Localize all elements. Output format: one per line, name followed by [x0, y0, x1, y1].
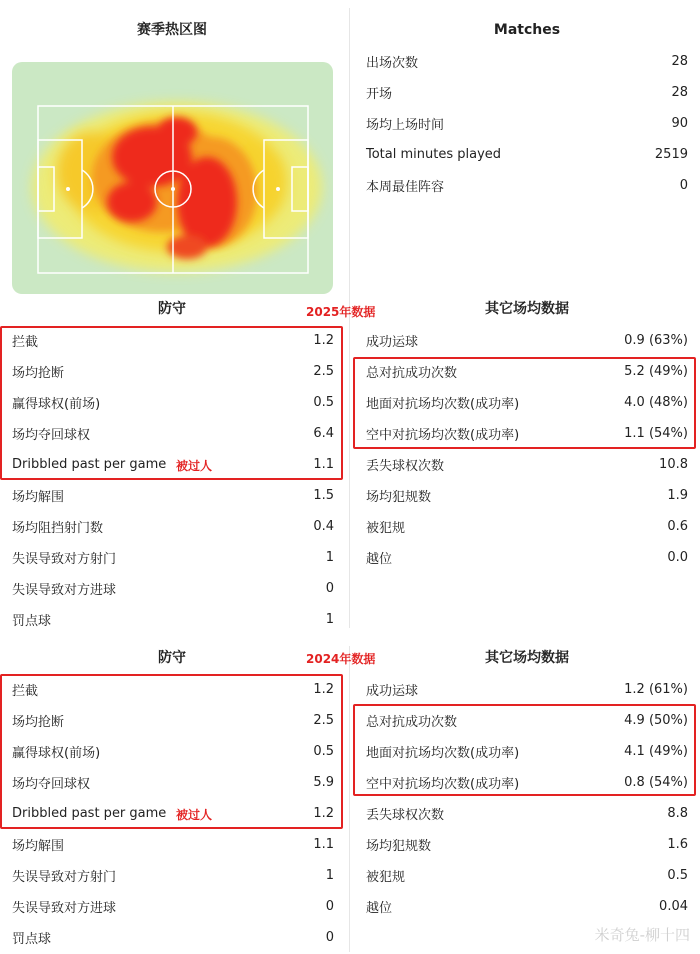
defense-2025-stat-label: 失误导致对方射门 — [12, 552, 117, 567]
other-2025-stat-value: 1.1 (54%) — [624, 426, 688, 441]
matches-stat-label: 本周最佳阵容 — [366, 180, 445, 195]
defense-2025-stat-label: 罚点球 — [12, 614, 52, 629]
defense-2024-stat-label: 场均解围 — [12, 839, 65, 854]
other-2024-stat-value: 4.9 (50%) — [624, 713, 688, 728]
other-2024-stat-row — [366, 674, 688, 705]
defense-2024-stat-row — [12, 891, 334, 922]
matches-stat-row — [366, 108, 688, 139]
season-2024-annotation: 2024年数据 — [306, 652, 376, 666]
other-2024-stat-label: 成功运球 — [366, 684, 419, 699]
matches-stat-value: 2519 — [654, 147, 688, 162]
defense-2025-stat-row — [12, 511, 334, 542]
defense-2025-stat-label: 场均夺回球权 — [12, 428, 91, 443]
matches-title: Matches — [493, 22, 561, 38]
defense-2024-stat-value: 1.1 — [313, 837, 334, 852]
defense-2024-stat-value: 1 — [325, 868, 334, 883]
defense-2025-stat-label: 赢得球权(前场) — [12, 397, 101, 412]
other-2024-stat-label: 总对抗成功次数 — [366, 715, 458, 730]
heatmap-title: 赛季热区图 — [137, 22, 207, 38]
defense-2024-title: 防守 — [158, 650, 186, 666]
other-2025-title: 其它场均数据 — [485, 301, 569, 317]
defense-2025-title: 防守 — [158, 301, 186, 317]
other-2024-stat-value: 4.1 (49%) — [624, 744, 688, 759]
defense-2024-stat-value: 1.2 — [313, 806, 334, 821]
other-2025-stat-row — [366, 325, 688, 356]
other-2024-stat-label: 场均犯规数 — [366, 839, 432, 854]
defense-2024-stat-label: 赢得球权(前场) — [12, 746, 101, 761]
matches-stat-row — [366, 77, 688, 108]
defense-2024-stat-value: 2.5 — [313, 713, 334, 728]
other-2024-stat-label: 丢失球权次数 — [366, 808, 445, 823]
defense-2025-stat-value: 6.4 — [313, 426, 334, 441]
other-2025-stat-value: 10.8 — [659, 457, 688, 472]
highlight-box-other-2024 — [353, 704, 696, 796]
other-2024-stat-row — [366, 798, 688, 829]
other-2025-stat-label: 越位 — [366, 552, 393, 567]
other-2025-stat-label: 地面对抗场均次数(成功率) — [366, 397, 520, 412]
defense-2025-stat-value: 2.5 — [313, 364, 334, 379]
season-2025-annotation: 2025年数据 — [306, 305, 376, 319]
defense-2024-stat-label: 失误导致对方射门 — [12, 870, 117, 885]
highlight-box-other-2025 — [353, 357, 696, 449]
other-2025-stat-label: 成功运球 — [366, 335, 419, 350]
defense-2024-stat-value: 0 — [325, 899, 334, 914]
defense-2025-stat-value: 1 — [325, 550, 334, 565]
other-2025-stat-label: 总对抗成功次数 — [366, 366, 458, 381]
matches-stat-value: 28 — [671, 85, 688, 100]
defense-2025-stat-value: 1.2 — [313, 333, 334, 348]
other-2024-stat-row — [366, 829, 688, 860]
defense-2024-stat-label: 拦截 — [12, 684, 39, 699]
other-2024-stat-value: 0.5 — [667, 868, 688, 883]
defense-2025-stat-row — [12, 542, 334, 573]
other-2025-stat-value: 0.0 — [667, 550, 688, 565]
defense-2025-stat-label: 场均解围 — [12, 490, 65, 505]
defense-2024-stat-row — [12, 860, 334, 891]
other-2025-stat-row — [366, 480, 688, 511]
other-2024-title: 其它场均数据 — [485, 650, 569, 666]
matches-stat-value: 90 — [671, 116, 688, 131]
other-2024-stat-row — [366, 891, 688, 922]
other-2025-stat-label: 丢失球权次数 — [366, 459, 445, 474]
matches-stat-label: 场均上场时间 — [366, 118, 445, 133]
matches-stat-row — [366, 170, 688, 201]
other-2025-stat-value: 0.9 (63%) — [624, 333, 688, 348]
defense-2024-stat-label: 场均抢断 — [12, 715, 65, 730]
other-2024-stat-value: 1.6 — [667, 837, 688, 852]
defense-2025-stat-row — [12, 573, 334, 604]
defense-2025-stat-value: 0.5 — [313, 395, 334, 410]
defense-2024-stat-row — [12, 922, 334, 953]
other-2024-stat-label: 被犯规 — [366, 870, 406, 885]
other-2024-stat-row — [366, 860, 688, 891]
defense-2024-stat-label: 失误导致对方进球 — [12, 901, 117, 916]
other-2025-stat-label: 被犯规 — [366, 521, 406, 536]
matches-stat-row — [366, 46, 688, 77]
defense-2024-stat-value: 0.5 — [313, 744, 334, 759]
other-2025-stat-label: 场均犯规数 — [366, 490, 432, 505]
matches-stat-row — [366, 139, 688, 170]
other-2024-stat-value: 1.2 (61%) — [624, 682, 688, 697]
heatmap-pitch — [12, 62, 333, 294]
heatmap-panel — [12, 62, 333, 294]
other-2024-stat-label: 地面对抗场均次数(成功率) — [366, 746, 520, 761]
defense-2025-stat-label: 场均抢断 — [12, 366, 65, 381]
defense-2024-stat-label: 场均夺回球权 — [12, 777, 91, 792]
other-2024-stat-label: 空中对抗场均次数(成功率) — [366, 777, 520, 792]
other-2024-stat-label: 越位 — [366, 901, 393, 916]
defense-2024-stat-row — [12, 829, 334, 860]
other-2025-stat-value: 5.2 (49%) — [624, 364, 688, 379]
highlight-box-defense-2025 — [0, 326, 343, 480]
other-2025-stat-row — [366, 449, 688, 480]
other-2024-stat-value: 8.8 — [667, 806, 688, 821]
defense-2025-stat-value: 0.4 — [313, 519, 334, 534]
matches-stat-value: 28 — [671, 54, 688, 69]
defense-2025-stat-value: 1 — [325, 612, 334, 627]
matches-stat-value: 0 — [679, 178, 688, 193]
other-2024-stat-value: 0.04 — [659, 899, 688, 914]
defense-2025-stat-value: 0 — [325, 581, 334, 596]
other-2025-stat-label: 空中对抗场均次数(成功率) — [366, 428, 520, 443]
matches-stat-label: 出场次数 — [366, 56, 419, 71]
defense-2025-stat-label: Dribbled past per game — [12, 457, 167, 472]
defense-2024-stat-value: 1.2 — [313, 682, 334, 697]
other-2025-stat-value: 0.6 — [667, 519, 688, 534]
watermark: 米奇兔-柳十四 — [594, 926, 690, 944]
matches-stat-label: 开场 — [366, 87, 393, 102]
defense-2025-stat-label: 场均阻挡射门数 — [12, 521, 104, 536]
defense-2024-stat-value: 5.9 — [313, 775, 334, 790]
other-2025-stat-value: 4.0 (48%) — [624, 395, 688, 410]
defense-2025-stat-row — [12, 604, 334, 635]
dribbled-note-2024: 被过人 — [176, 808, 213, 822]
other-2025-stat-value: 1.9 — [667, 488, 688, 503]
defense-2025-stat-value: 1.1 — [313, 457, 334, 472]
defense-2025-stat-row — [12, 480, 334, 511]
defense-2025-stat-label: 失误导致对方进球 — [12, 583, 117, 598]
column-divider-bottom — [349, 646, 350, 952]
defense-2024-stat-value: 0 — [325, 930, 334, 945]
other-2024-stat-value: 0.8 (54%) — [624, 775, 688, 790]
defense-2024-stat-label: Dribbled past per game — [12, 806, 167, 821]
highlight-box-defense-2024 — [0, 674, 343, 829]
other-2025-stat-row — [366, 542, 688, 573]
defense-2024-stat-label: 罚点球 — [12, 932, 52, 947]
defense-2025-stat-label: 拦截 — [12, 335, 39, 350]
matches-stat-label: Total minutes played — [366, 147, 502, 162]
other-2025-stat-row — [366, 511, 688, 542]
defense-2025-stat-value: 1.5 — [313, 488, 334, 503]
dribbled-note-2025: 被过人 — [176, 459, 213, 473]
